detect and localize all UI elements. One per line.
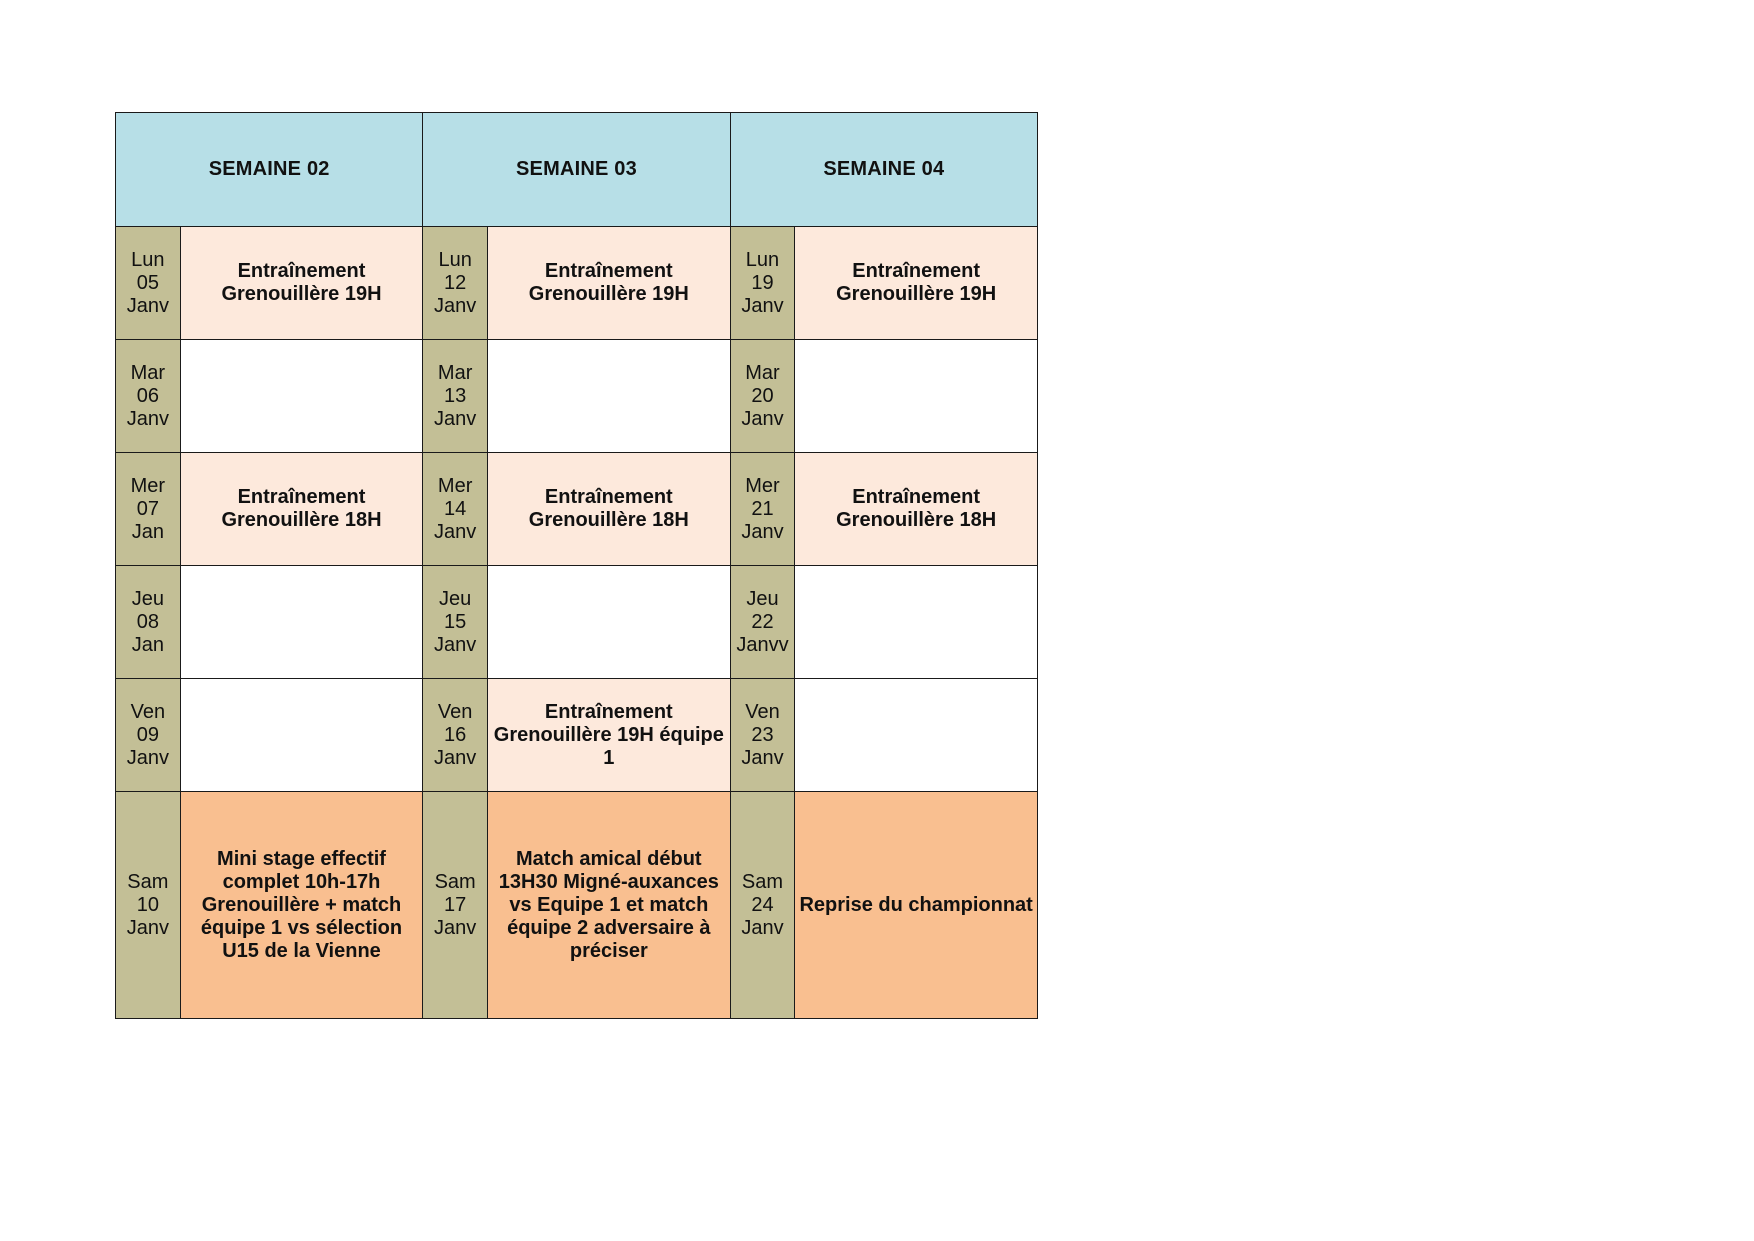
table-row bbox=[116, 453, 1038, 566]
activity-cell: Reprise du championnat bbox=[795, 792, 1038, 1019]
activity-cell: Entraînement Grenouillère 19H bbox=[795, 227, 1038, 340]
day-label: Sam 10 Janv bbox=[116, 792, 181, 1019]
day-label: Ven 09 Janv bbox=[116, 679, 181, 792]
week-header: SEMAINE 02 bbox=[116, 113, 423, 227]
activity-cell: Entraînement Grenouillère 18H bbox=[488, 453, 731, 566]
day-label: Jeu 22 Janvv bbox=[730, 566, 795, 679]
day-label: Sam 17 Janv bbox=[423, 792, 488, 1019]
day-label: Mer 21 Janv bbox=[730, 453, 795, 566]
activity-cell bbox=[180, 679, 423, 792]
activity-cell bbox=[180, 566, 423, 679]
day-label: Jeu 08 Jan bbox=[116, 566, 181, 679]
activity-cell: Mini stage effectif complet 10h-17h Grenouillère + match équipe 1 vs sélection U15 de la Vienne bbox=[180, 792, 423, 1019]
day-label: Mer 07 Jan bbox=[116, 453, 181, 566]
activity-cell: Entraînement Grenouillère 18H bbox=[795, 453, 1038, 566]
activity-cell bbox=[180, 340, 423, 453]
day-label: Jeu 15 Janv bbox=[423, 566, 488, 679]
week-header-row bbox=[116, 113, 1038, 227]
day-label: Mar 20 Janv bbox=[730, 340, 795, 453]
activity-cell: Match amical début 13H30 Migné-auxances vs Equipe 1 et match équipe 2 adversaire à préciser bbox=[488, 792, 731, 1019]
table-row bbox=[116, 566, 1038, 679]
activity-cell bbox=[795, 340, 1038, 453]
week-header: SEMAINE 04 bbox=[730, 113, 1037, 227]
activity-cell: Entraînement Grenouillère 18H bbox=[180, 453, 423, 566]
table-row bbox=[116, 340, 1038, 453]
activity-cell bbox=[795, 679, 1038, 792]
activity-cell bbox=[488, 340, 731, 453]
activity-cell bbox=[795, 566, 1038, 679]
activity-cell bbox=[488, 566, 731, 679]
activity-cell: Entraînement Grenouillère 19H équipe 1 bbox=[488, 679, 731, 792]
day-label: Mar 13 Janv bbox=[423, 340, 488, 453]
activity-cell: Entraînement Grenouillère 19H bbox=[488, 227, 731, 340]
day-label: Lun 05 Janv bbox=[116, 227, 181, 340]
schedule-table bbox=[115, 112, 1038, 1019]
activity-cell: Entraînement Grenouillère 19H bbox=[180, 227, 423, 340]
day-label: Sam 24 Janv bbox=[730, 792, 795, 1019]
day-label: Mar 06 Janv bbox=[116, 340, 181, 453]
table-row bbox=[116, 679, 1038, 792]
table-row bbox=[116, 227, 1038, 340]
table-row bbox=[116, 792, 1038, 1019]
week-header: SEMAINE 03 bbox=[423, 113, 730, 227]
day-label: Ven 16 Janv bbox=[423, 679, 488, 792]
day-label: Lun 12 Janv bbox=[423, 227, 488, 340]
day-label: Ven 23 Janv bbox=[730, 679, 795, 792]
day-label: Lun 19 Janv bbox=[730, 227, 795, 340]
day-label: Mer 14 Janv bbox=[423, 453, 488, 566]
